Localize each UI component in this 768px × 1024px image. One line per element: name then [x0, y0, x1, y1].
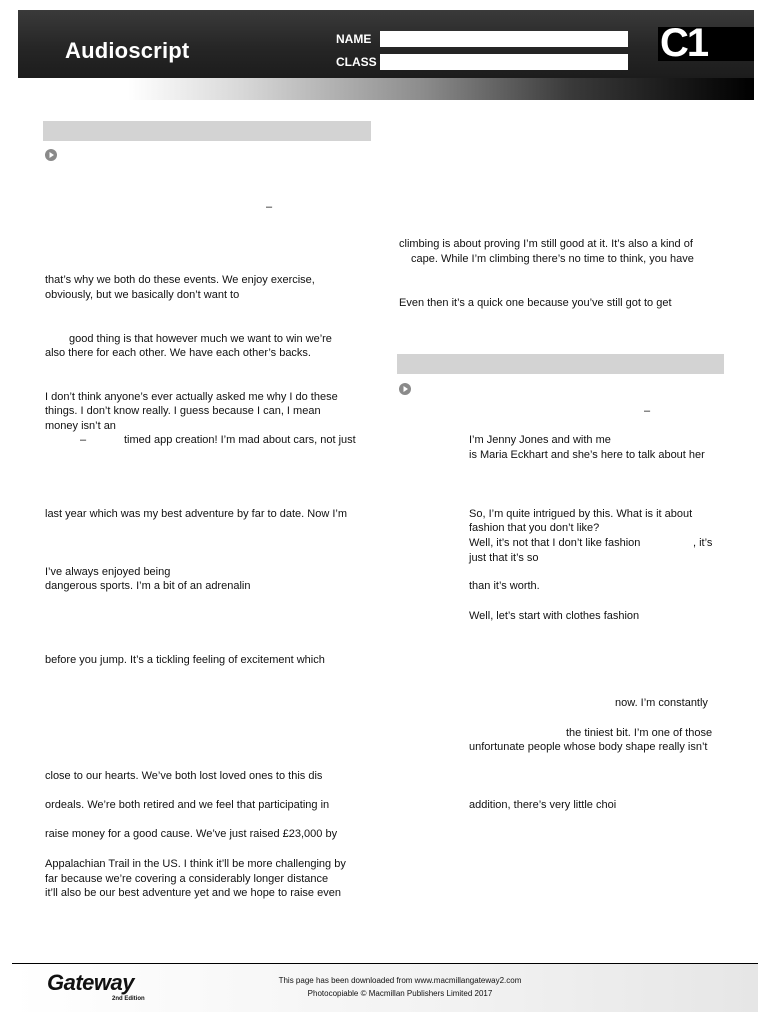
class-label: CLASS: [336, 55, 377, 69]
text-line: far because we’re covering a considerably longer distance: [45, 873, 329, 885]
text-line: it’ll also be our best adventure yet and we hope to raise even: [45, 887, 341, 899]
text-line: money isn’t an: [45, 420, 116, 432]
logo-edition: 2nd Edition: [112, 996, 145, 1002]
text-line: , it’s: [693, 537, 713, 549]
text-line: So, I’m quite intrigued by this. What is it about: [469, 508, 693, 520]
dash-text: –: [644, 405, 651, 417]
text-line: I don’t think anyone’s ever actually asked me why I do these: [45, 391, 338, 403]
header-gradient-band: [18, 78, 754, 100]
section-header-bar: [397, 354, 724, 374]
copyright-note: Photocopiable © Macmillan Publishers Limited 2017: [307, 989, 493, 998]
gateway-logo: Gateway: [47, 970, 134, 995]
text-line: now. I’m constantly: [615, 697, 708, 709]
text-line: unfortunate people whose body shape really isn’t: [469, 741, 708, 753]
page-header: [18, 10, 754, 78]
text-line: I’m Jenny Jones and with me: [469, 434, 611, 446]
section-header-bar: [43, 121, 371, 141]
download-note: This page has been downloaded from www.macmillangateway2.com: [278, 976, 522, 985]
text-line: close to our hearts. We’ve both lost loved ones to this dis: [45, 770, 323, 782]
text-line: just that it’s so: [469, 552, 539, 564]
text-line: I’ve always enjoyed being: [45, 566, 171, 578]
text-line: is Maria Eckhart and she’s here to talk about her: [469, 449, 705, 461]
text-line: ordeals. We’re both retired and we feel that participating in: [45, 799, 330, 811]
text-line: Even then it’s a quick one because you’ve still got to get: [399, 297, 672, 309]
text-line: good thing is that however much we want to win we’re: [69, 333, 332, 345]
text-line: that’s why we both do these events. We enjoy exercise,: [45, 274, 315, 286]
class-field[interactable]: [380, 54, 628, 70]
text-line: raise money for a good cause. We’ve just raised £23,000 by: [45, 828, 338, 840]
text-line: the tiniest bit. I’m one of those: [566, 727, 713, 739]
text-line: also there for each other. We have each other’s backs.: [45, 347, 311, 359]
audio-play-icon[interactable]: [45, 149, 57, 161]
text-line: things. I don’t know really. I guess because I can, I mean: [45, 405, 321, 417]
text-line: Appalachian Trail in the US. I think it’ll be more challenging by: [45, 858, 346, 870]
name-label: NAME: [336, 32, 372, 46]
text-line: dangerous sports. I’m a bit of an adrenalin: [45, 580, 251, 592]
page-title: Audioscript: [65, 38, 190, 63]
text-line: before you jump. It’s a tickling feeling of excitement which: [45, 654, 325, 666]
text-line: fashion that you don’t like?: [469, 522, 600, 534]
text-line: cape. While I’m climbing there’s no time to think, you have: [411, 253, 694, 265]
dash-text: –: [266, 201, 273, 213]
audio-play-icon[interactable]: [399, 383, 411, 395]
text-line: last year which was my best adventure by far to date. Now I’m: [45, 508, 348, 520]
text-line: than it’s worth.: [469, 580, 540, 592]
text-line: Well, it’s not that I don’t like fashion: [469, 537, 641, 549]
level-badge: [658, 21, 754, 65]
text-line: obviously, but we basically don’t want to: [45, 289, 240, 301]
text-line: addition, there’s very little choi: [469, 799, 617, 811]
text-line: timed app creation! I’m mad about cars, not just: [124, 434, 356, 446]
level-text: C1: [660, 21, 708, 65]
text-line: climbing is about proving I’m still good at it. It’s also a kind of: [399, 238, 693, 250]
name-field[interactable]: [380, 31, 628, 47]
text-line: Well, let’s start with clothes fashion: [469, 610, 640, 622]
text-line: –: [80, 434, 87, 446]
